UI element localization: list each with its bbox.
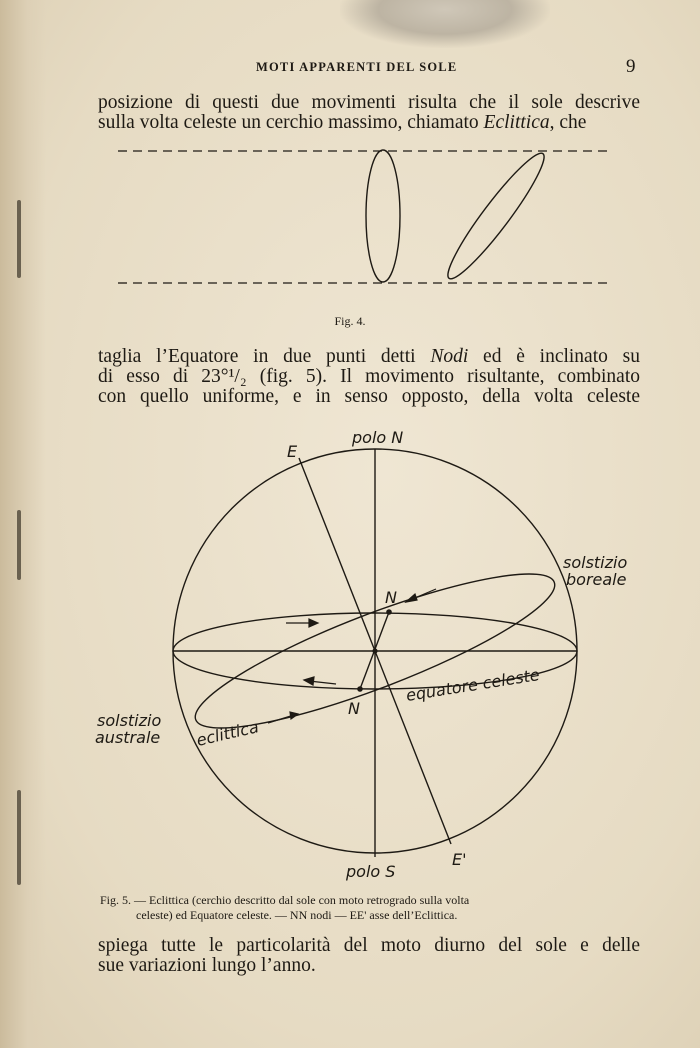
caption-line: Fig. 5. — Eclittica (cerchio descritto dal sole con moto retrogrado sulla volta [100,893,470,907]
paragraph-line: sue variazioni lungo l’anno. [98,955,316,976]
label-polo-s: polo S [346,862,396,881]
node-lower-point [357,686,363,692]
label-solstizio-australe-1: solstizio [97,711,162,730]
text-run: taglia l’Equatore in due punti detti [98,346,431,367]
label-e-prime: E' [452,850,467,869]
node-upper-point [386,609,392,615]
label-polo-n: polo N [352,428,404,447]
paragraph-line: posizione di questi due movimenti risulta che il sole descrive [98,92,640,113]
arrow-ecliptic [268,712,298,723]
figure-5-caption [100,893,640,923]
label-e: E [287,442,298,461]
arrow-equator-back [304,677,336,685]
label-solstizio-australe-2: australe [95,728,161,747]
page-number: 9 [626,56,636,77]
caption-line: celeste) ed Equatore celeste. — NN nodi — EE' asse dell’Eclittica. [136,908,458,922]
text-run: ed è inclinato su [468,346,640,367]
label-solstizio-boreale-1: solstizio [563,553,628,572]
label-node-lower: N [348,699,360,718]
figure-4-caption: Fig. 4. [334,314,366,328]
paragraph-line: spiega tutte le particolarità del moto diurno del sole e delle [98,935,640,956]
label-equatore-celeste: equatore celeste [404,665,541,705]
paragraph-line: con quello uniforme, e in senso opposto, della volta celeste [98,386,640,407]
label-node-upper: N [385,588,397,607]
paragraph-3 [98,936,640,976]
term-nodi: Nodi [430,346,469,367]
arrow-equator-front [286,619,318,627]
text-run: , che [549,112,587,133]
label-eclittica: eclittica [194,717,261,750]
running-title: MOTI APPARENTI DEL SOLE [256,60,458,74]
arrow-upper-node [406,589,436,602]
term-eclittica: Eclittica [483,112,550,133]
paragraph-line: di esso di 23°¹/₂ (fig. 5). Il movimento risultante, combinato [98,366,640,387]
sphere-center [372,648,377,653]
label-solstizio-boreale-2: boreale [566,570,627,589]
text-run: sulla volta celeste un cerchio massimo, chiamato [98,112,484,133]
